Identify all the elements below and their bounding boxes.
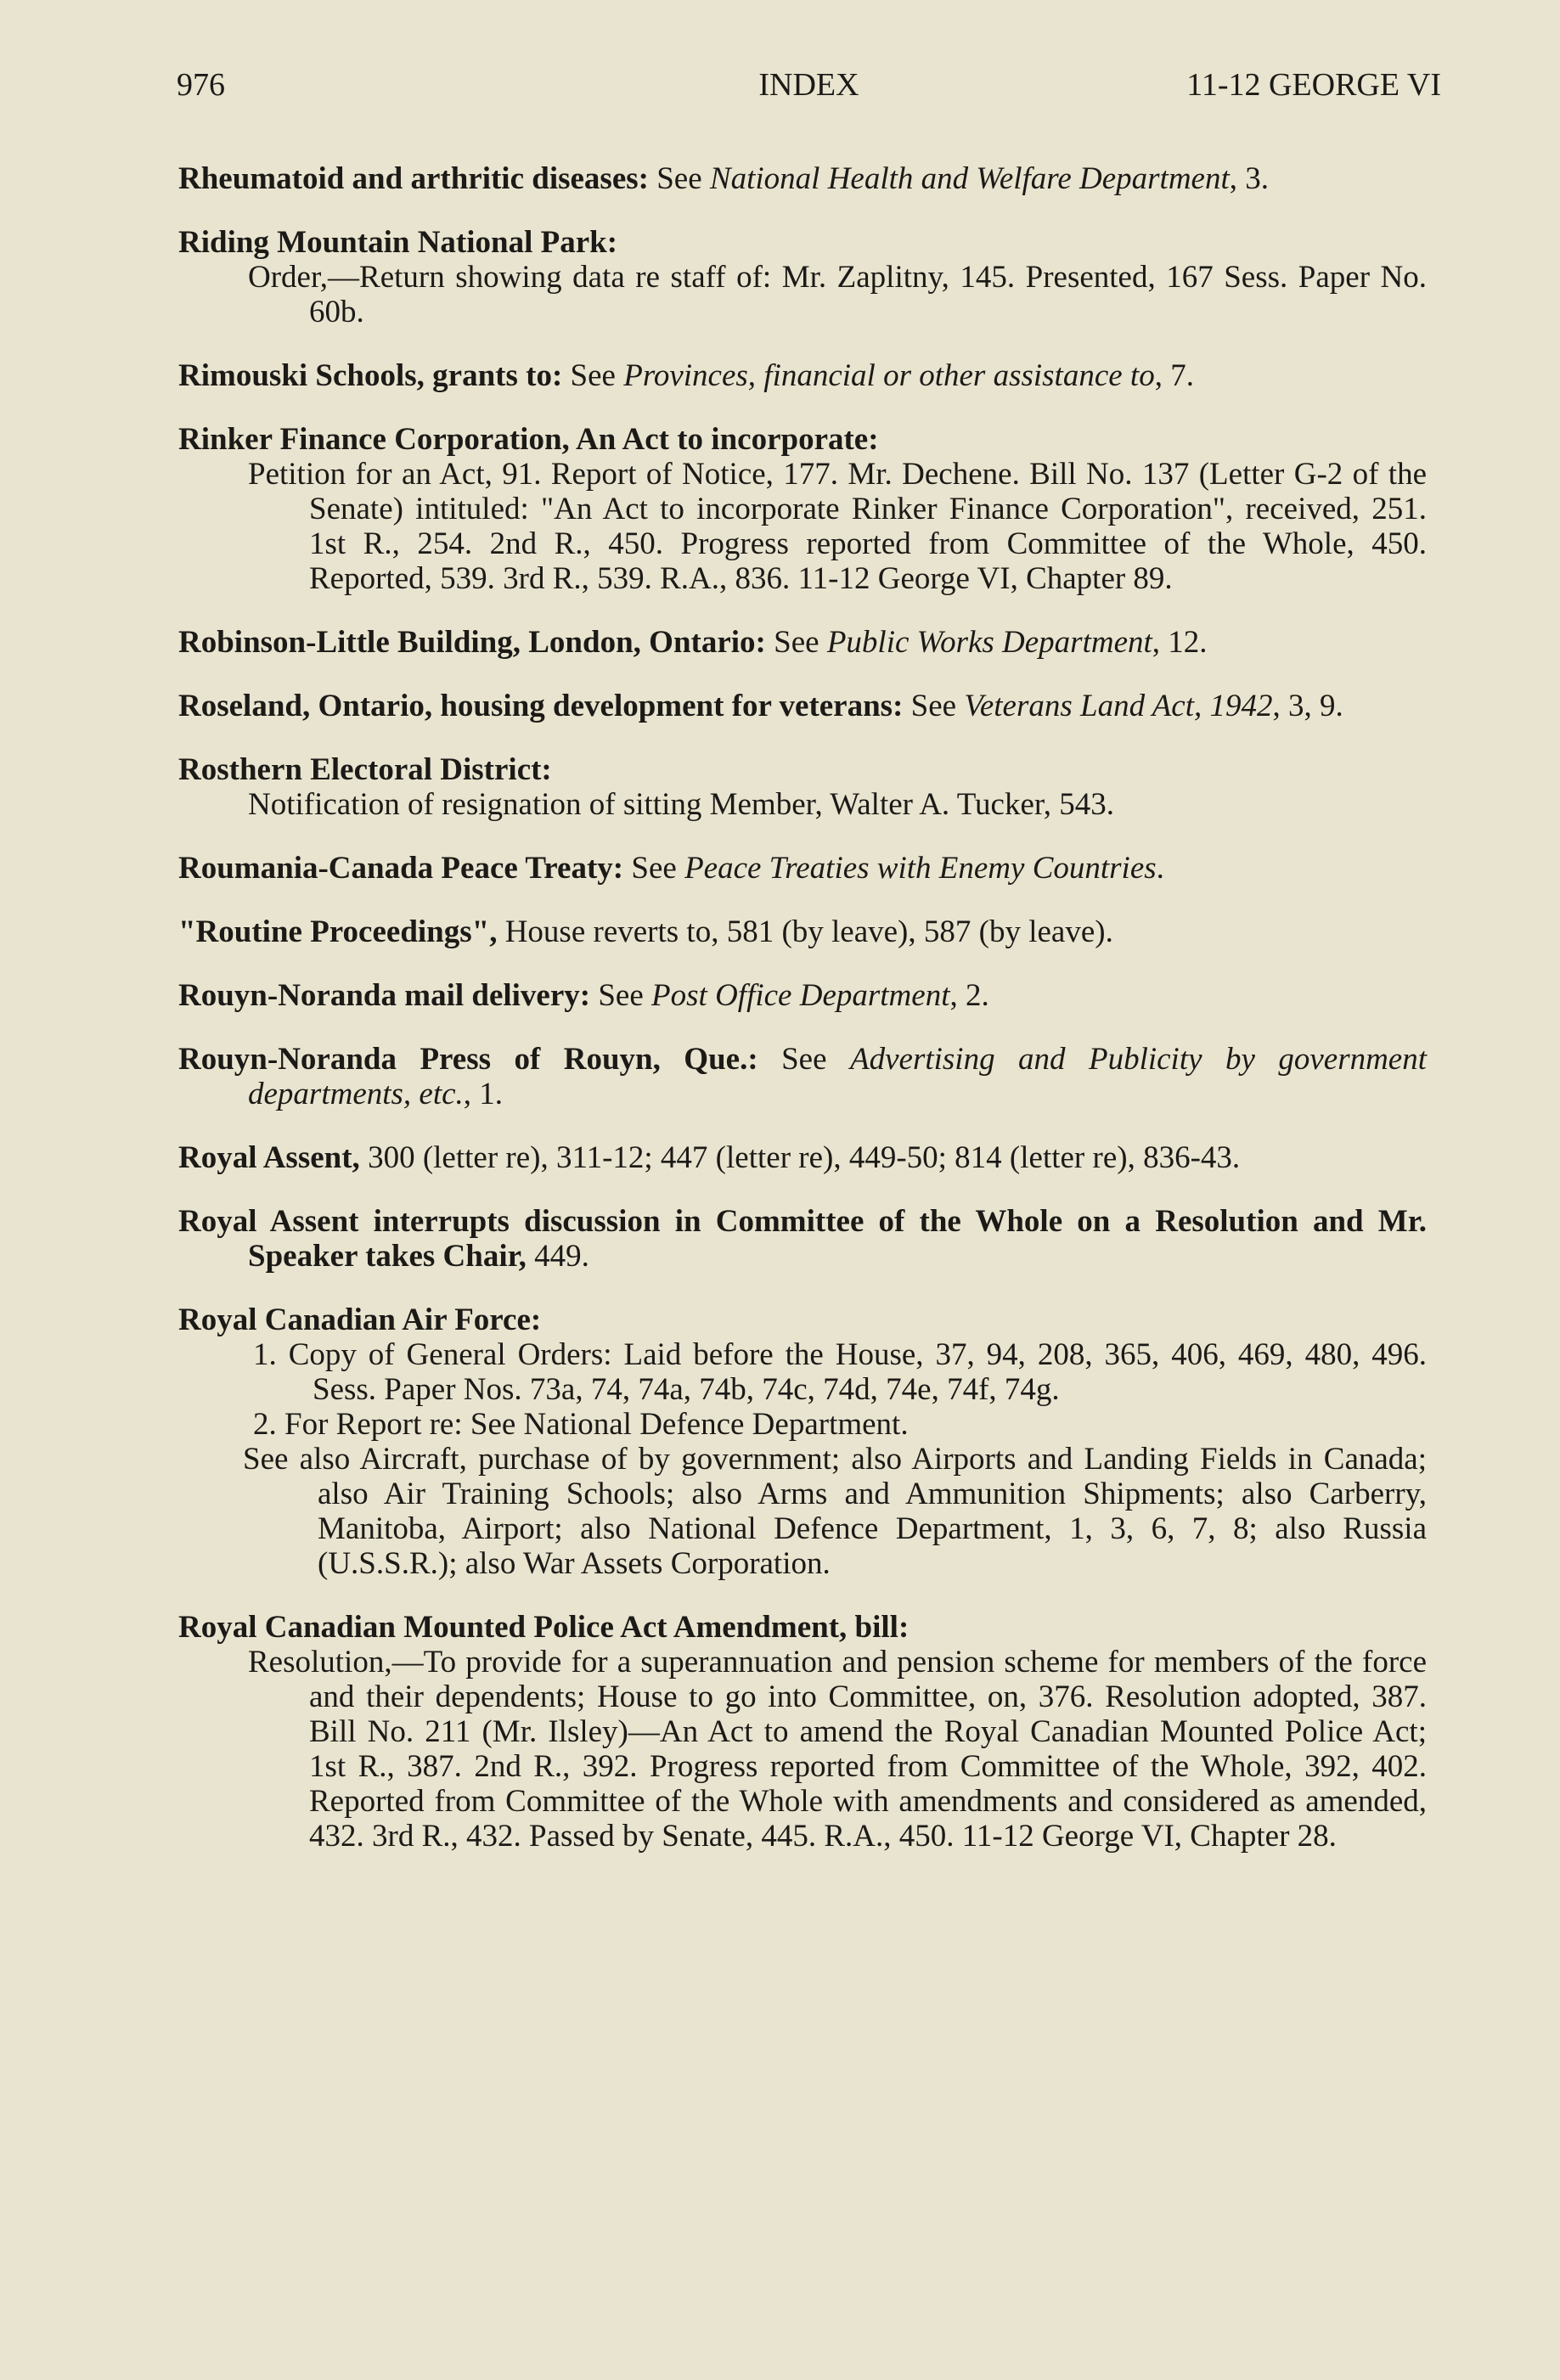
entry-reference: Peace Treaties with Enemy Countries <box>684 851 1157 886</box>
volume-label: 11-12 GEORGE VI <box>1186 67 1441 103</box>
entry-tail: . <box>1156 851 1164 886</box>
numbered-list <box>253 1337 1427 1442</box>
index-entry <box>178 1042 1427 1111</box>
entry-reference: Public Works Department <box>826 625 1152 660</box>
list-item <box>253 1337 1427 1407</box>
entry-reference: Veterans Land Act, 1942 <box>964 689 1273 723</box>
running-title: INDEX <box>758 67 859 103</box>
index-entry <box>178 161 1427 196</box>
index-entry <box>178 1303 1427 1581</box>
entry-reference: Advertising and Publicity by government departments, etc. <box>248 1042 1428 1111</box>
entry-text: Resolution,—To provide for a superannuation and pension scheme for members of the force and their dependents; House to go into Committee, on, 376. Resolution adopted, 387. Bill No. 211 (Mr. Ilsley)—An Act to amend the Royal Canadian Mounted Police Act; 1st R., 387. 2nd R., 392. Progress reported from Committee of the Whole, 392, 402. Reported from Committee of the Whole with amendments and considered as amended, 432. 3rd R., 432. Passed by Senate, 445. R.A., 450. 11-12 George VI, Chapter 28. <box>248 1645 1427 1854</box>
entry-see: See <box>598 978 644 1013</box>
entry-see: See <box>774 625 819 660</box>
see-also: See also Aircraft, purchase of by government; also Airports and Landing Fields in Canada; also Air Training Schools; also Arms and Ammunition Shipments; also Carberry, Manitoba, Airport; also National Defence Department, 1, 3, 6, 7, 8; also Russia (U.S.S.R.); also War Assets Corporation. <box>243 1442 1427 1581</box>
index-entry <box>178 422 1427 596</box>
entry-heading: Royal Assent, <box>178 1140 360 1175</box>
entry-heading: Rinker Finance Corporation, An Act to incorporate: <box>178 422 879 457</box>
entry-heading: Royal Canadian Air Force: <box>178 1303 542 1337</box>
index-entry <box>178 225 1427 329</box>
entry-tail: , 3, 9. <box>1272 689 1343 723</box>
index-entry <box>178 625 1427 660</box>
entry-heading: Rosthern Electoral District: <box>178 752 552 787</box>
index-entry <box>178 752 1427 822</box>
entry-see: See <box>781 1042 827 1077</box>
entry-text: House reverts to, 581 (by leave), 587 (by leave). <box>504 914 1113 949</box>
entry-tail: , 12. <box>1152 625 1208 660</box>
entry-reference: Provinces, financial or other assistance to <box>623 358 1155 393</box>
entry-see: See <box>656 161 702 196</box>
entry-reference: Post Office Department <box>651 978 950 1013</box>
index-entry <box>178 978 1427 1013</box>
entry-tail: , 3. <box>1229 161 1269 196</box>
list-item-number: 1. <box>253 1337 277 1372</box>
index-entry <box>178 689 1427 723</box>
list-item-text: For Report re: See National Defence Department. <box>284 1407 909 1442</box>
entry-see: See <box>910 689 957 723</box>
index-entry <box>178 1610 1427 1854</box>
index-entry <box>178 851 1427 886</box>
entry-text: Petition for an Act, 91. Report of Notice, 177. Mr. Dechene. Bill No. 137 (Letter G-2 of the Senate) intituled: "An Act to incorporate Rinker Finance Corporation", received, 251. 1st R., 254. 2nd R., 450. Progress reported from Committee of the Whole, 450. Reported, 539. 3rd R., 539. R.A., 836. 11-12 George VI, Chapter 89. <box>248 457 1427 596</box>
entry-heading: Riding Mountain National Park: <box>178 225 618 260</box>
entry-heading: Roseland, Ontario, housing development for veterans: <box>178 689 904 723</box>
index-entry <box>178 358 1427 393</box>
entry-heading: "Routine Proceedings", <box>178 914 498 949</box>
entry-heading: Rimouski Schools, grants to: <box>178 358 563 393</box>
page-number: 976 <box>177 67 225 103</box>
index-entry <box>178 1204 1427 1274</box>
entry-heading: Royal Canadian Mounted Police Act Amendment, bill: <box>178 1610 910 1645</box>
list-item <box>253 1407 1427 1442</box>
entry-tail: , 2. <box>949 978 989 1013</box>
index-entries <box>178 161 1427 1882</box>
list-item-number: 2. <box>253 1407 277 1442</box>
entry-heading: Rheumatoid and arthritic diseases: <box>178 161 649 196</box>
entry-text: Order,—Return showing data re staff of: Mr. Zaplitny, 145. Presented, 167 Sess. Paper No. 60b. <box>248 260 1427 329</box>
entry-heading: Robinson-Little Building, London, Ontario: <box>178 625 766 660</box>
list-item-text: Copy of General Orders: Laid before the House, 37, 94, 208, 365, 406, 469, 480, 496. Sess. Paper Nos. 73a, 74, 74a, 74b, 74c, 74d, 74e, 74f, 74g. <box>288 1337 1427 1407</box>
entry-heading: Rouyn-Noranda mail delivery: <box>178 978 591 1013</box>
entry-tail: , 7. <box>1154 358 1194 393</box>
entry-reference: National Health and Welfare Department <box>709 161 1230 196</box>
entry-heading: Roumania-Canada Peace Treaty: <box>178 851 624 886</box>
index-entry <box>178 1140 1427 1175</box>
entry-see: See <box>570 358 616 393</box>
entry-text: 300 (letter re), 311-12; 447 (letter re), 449-50; 814 (letter re), 836-43. <box>368 1140 1241 1175</box>
entry-text: 449. <box>534 1239 589 1274</box>
index-entry <box>178 914 1427 949</box>
entry-see: See <box>631 851 677 886</box>
entry-heading: Rouyn-Noranda Press of Rouyn, Que.: <box>178 1042 758 1077</box>
page-header <box>177 66 1441 109</box>
entry-tail: , 1. <box>463 1077 504 1111</box>
entry-text: Notification of resignation of sitting Member, Walter A. Tucker, 543. <box>248 787 1114 822</box>
entry-heading: Royal Assent interrupts discussion in Committee of the Whole on a Resolution and Mr. Speaker takes Chair, <box>178 1204 1427 1274</box>
